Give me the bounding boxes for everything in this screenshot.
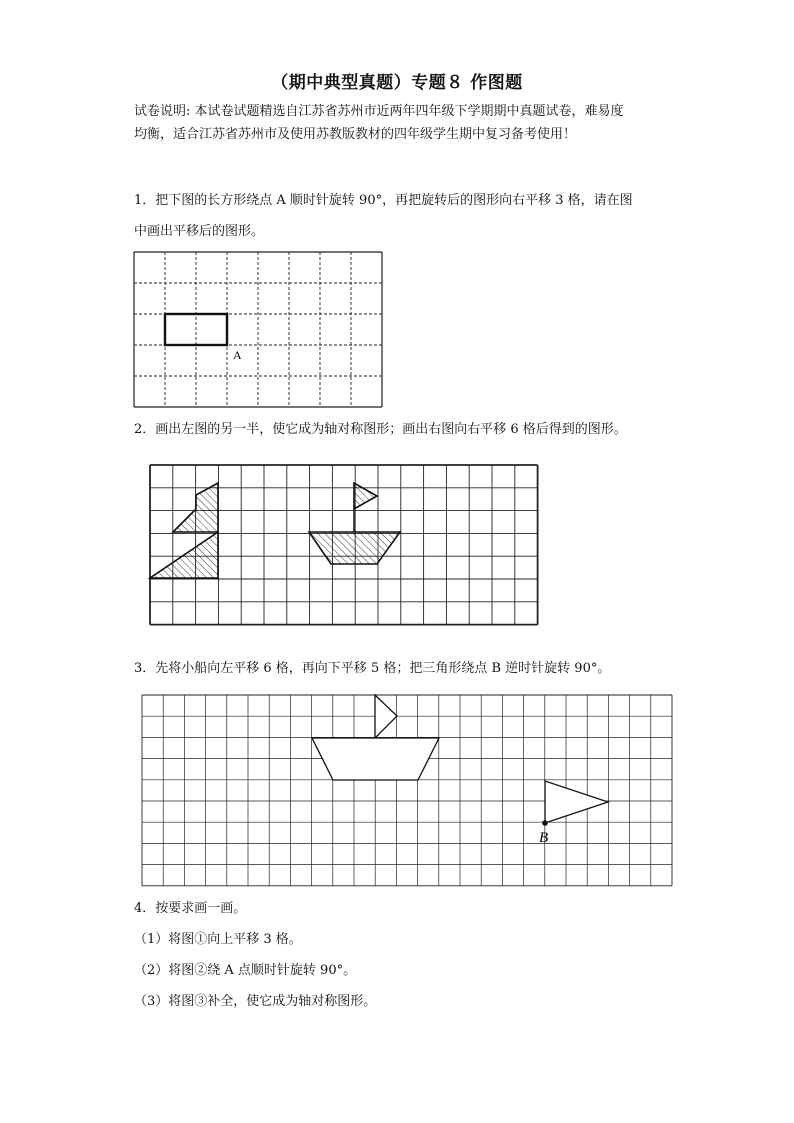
q1-grid-figure [130, 248, 390, 413]
q4-item-2: （2）将图②绕 A 点顺时针旋转 90°。 [134, 963, 357, 978]
q2-left-half-figure-bottom [150, 532, 218, 578]
q1-text-line-2: 中画出平移后的图形。 [134, 224, 265, 239]
q4-text: 4．按要求画一画。 [134, 901, 247, 916]
q1-text-line-1: 1．把下图的长方形绕点 A 顺时针旋转 90°，再把旋转后的图形向右平移 3 格，请在图 [134, 193, 633, 208]
q2-grid-figure [145, 460, 540, 635]
q3-boat-hull [312, 738, 439, 780]
q1-point-a-label: A [233, 348, 242, 362]
q1-grid-lines [134, 252, 382, 407]
description-line-2: 均衡，适合江苏省苏州市及使用苏教版教材的四年级学生期中复习备考使用！ [134, 127, 577, 142]
q2-text: 2．画出左图的另一半，使它成为轴对称图形；画出右图向右平移 6 格后得到的图形。 [134, 422, 627, 437]
q3-text: 3．先将小船向左平移 6 格，再向下平移 5 格；把三角形绕点 B 逆时针旋转 90°。 [134, 661, 611, 676]
q3-boat-sail [375, 695, 397, 738]
description-line-1: 试卷说明: 本试卷试题精选自江苏省苏州市近两年四年级下学期期中真题试卷，难易度 [134, 104, 624, 119]
q3-point-b-label: B [539, 830, 549, 846]
page-title: （期中典型真题）专题８ 作图题 [271, 73, 523, 93]
q3-grid-lines [142, 695, 672, 886]
q2-boat-sail [354, 483, 377, 509]
q4-item-1: （1）将图①向上平移 3 格。 [134, 932, 302, 947]
q3-grid-figure [140, 693, 675, 888]
q2-boat-hull [309, 532, 400, 564]
q4-item-3: （3）将图③补全，使它成为轴对称图形。 [134, 994, 377, 1009]
q3-triangle [545, 781, 608, 823]
q3-point-b-dot [542, 820, 548, 826]
